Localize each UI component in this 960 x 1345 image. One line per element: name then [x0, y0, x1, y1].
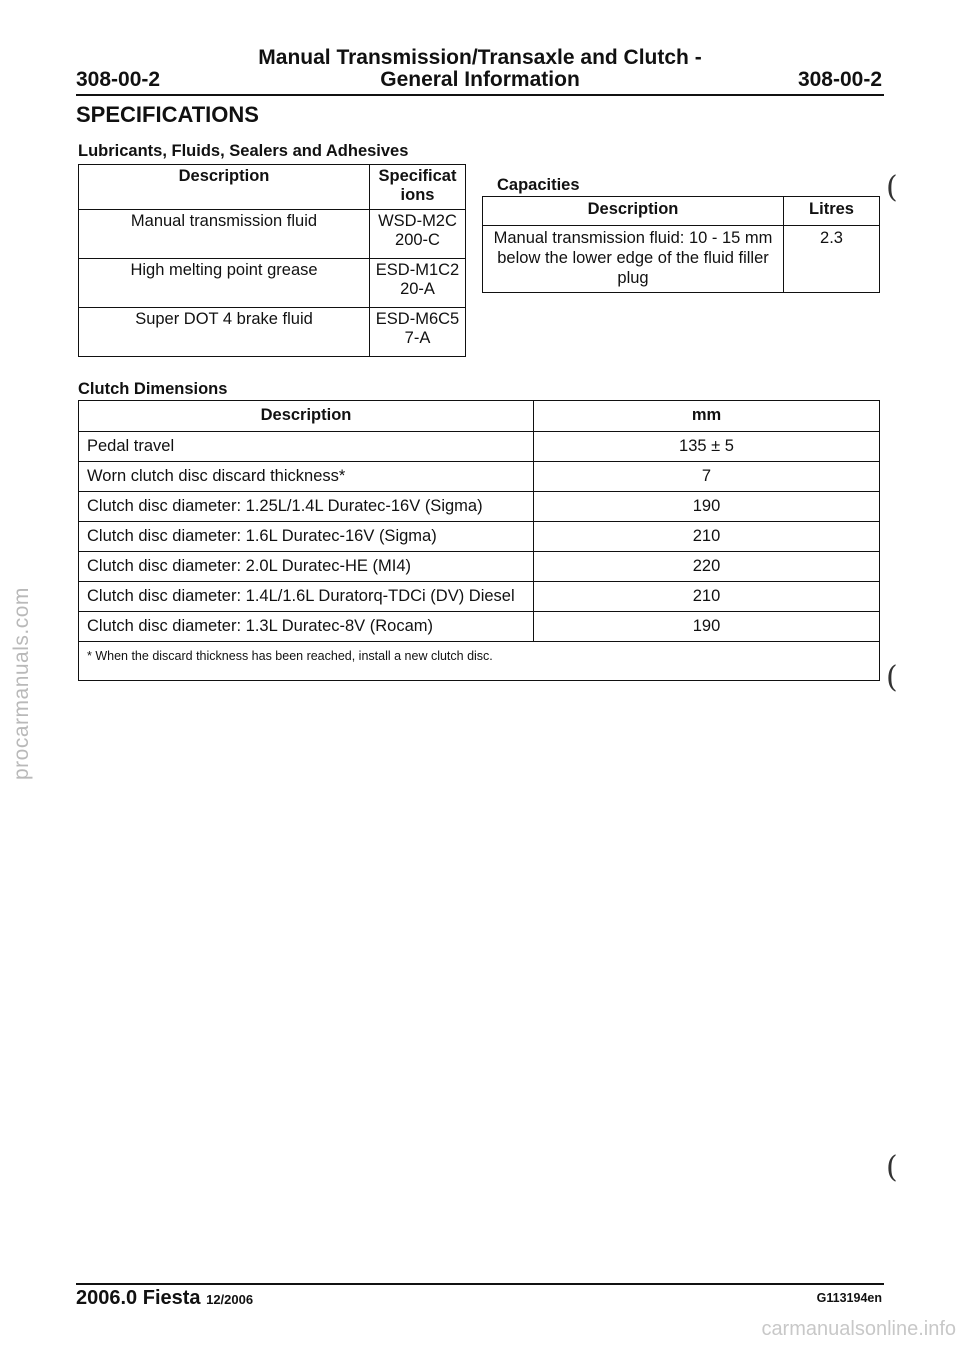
side-watermark: procarmanuals.com — [10, 587, 33, 780]
clutch-value: 220 — [534, 552, 880, 582]
lubricant-description: Super DOT 4 brake fluid — [79, 308, 370, 357]
clutch-dimensions-table — [78, 400, 880, 681]
table-row — [79, 522, 880, 552]
table-row — [79, 308, 466, 357]
document-subtitle: General Information — [380, 68, 580, 91]
table-row — [79, 492, 880, 522]
clutch-description: Clutch disc diameter: 1.25L/1.4L Duratec-16V (Sigma) — [79, 492, 534, 522]
table-row — [79, 259, 466, 308]
table-row — [483, 226, 880, 293]
clutch-value: 135 ± 5 — [534, 432, 880, 462]
table-header-row — [79, 165, 466, 210]
section-number-right: 308-00-2 — [797, 68, 882, 91]
table-row — [79, 582, 880, 612]
column-header-litres: Litres — [784, 197, 880, 226]
column-header-description: Description — [79, 165, 370, 210]
column-header-description: Description — [483, 197, 784, 226]
section-number-left: 308-00-2 — [76, 68, 161, 91]
table-row — [79, 552, 880, 582]
lubricants-title: Lubricants, Fluids, Sealers and Adhesives — [78, 142, 409, 160]
clutch-description: Clutch disc diameter: 1.3L Duratec-8V (Rocam) — [79, 612, 534, 642]
capacities-table — [482, 196, 880, 293]
footer-date: 12/2006 — [206, 1292, 254, 1307]
clutch-description: Clutch disc diameter: 1.4L/1.6L Duratorq-TDCi (DV) Diesel — [79, 582, 534, 612]
clutch-dimensions-title: Clutch Dimensions — [78, 380, 228, 398]
capacity-litres: 2.3 — [784, 226, 880, 293]
clutch-value: 190 — [534, 612, 880, 642]
table-row — [79, 432, 880, 462]
clutch-value: 210 — [534, 582, 880, 612]
margin-bracket-mark: ( — [886, 1150, 898, 1185]
clutch-value: 7 — [534, 462, 880, 492]
clutch-description: Worn clutch disc discard thickness* — [79, 462, 534, 492]
clutch-description: Pedal travel — [79, 432, 534, 462]
table-row — [79, 210, 466, 259]
footer-rule — [76, 1283, 884, 1285]
lubricant-spec: ESD-M6C5 7-A — [370, 308, 466, 357]
footnote-row — [79, 642, 880, 681]
lubricants-table — [78, 164, 466, 357]
capacities-title: Capacities — [497, 176, 580, 194]
lubricant-description: Manual transmission fluid — [79, 210, 370, 259]
clutch-value: 210 — [534, 522, 880, 552]
table-header-row — [79, 401, 880, 432]
margin-bracket-mark: ( — [886, 660, 898, 695]
document-title: Manual Transmission/Transaxle and Clutch - — [258, 46, 702, 69]
clutch-footnote: * When the discard thickness has been reached, install a new clutch disc. — [79, 642, 880, 681]
section-title: SPECIFICATIONS — [76, 102, 259, 127]
header-rule — [76, 94, 884, 96]
column-header-description: Description — [79, 401, 534, 432]
lubricant-spec: WSD-M2C 200-C — [370, 210, 466, 259]
lubricant-description: High melting point grease — [79, 259, 370, 308]
bottom-watermark: carmanualsonline.info — [761, 1318, 956, 1340]
capacity-description: Manual transmission fluid: 10 - 15 mm below the lower edge of the fluid filler plug — [483, 226, 784, 293]
footer-model-name: 2006.0 Fiesta — [76, 1287, 201, 1309]
lubricant-spec: ESD-M1C2 20-A — [370, 259, 466, 308]
table-row — [79, 612, 880, 642]
clutch-description: Clutch disc diameter: 2.0L Duratec-HE (MI4) — [79, 552, 534, 582]
column-header-specifications: Specificat ions — [370, 165, 466, 210]
margin-bracket-mark: ( — [886, 170, 898, 205]
clutch-description: Clutch disc diameter: 1.6L Duratec-16V (Sigma) — [79, 522, 534, 552]
footer-model — [76, 1287, 253, 1310]
table-header-row — [483, 197, 880, 226]
clutch-value: 190 — [534, 492, 880, 522]
column-header-mm: mm — [534, 401, 880, 432]
table-row — [79, 462, 880, 492]
footer-code: G113194en — [816, 1291, 882, 1305]
